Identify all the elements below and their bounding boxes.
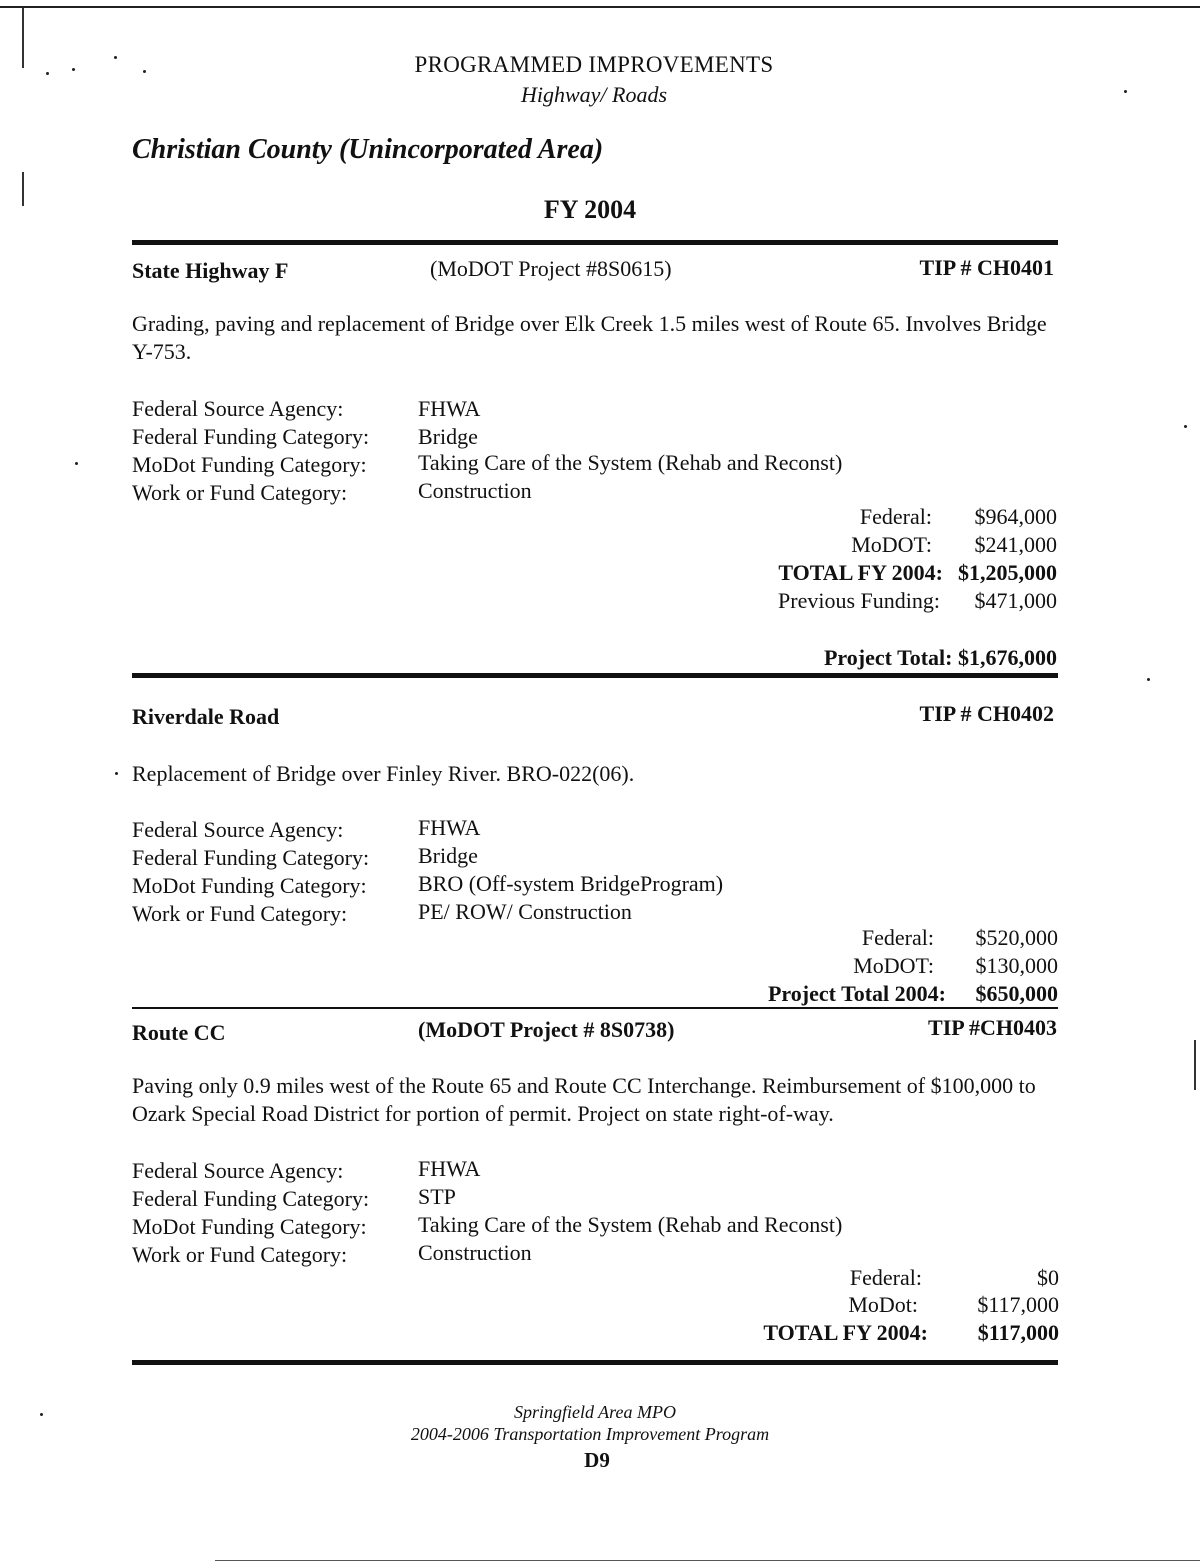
funding-value: $964,000: [974, 504, 1057, 529]
detail-label: Work or Fund Category:: [132, 1242, 348, 1267]
detail-label: MoDot Funding Category:: [132, 873, 367, 898]
funding-total-label: TOTAL FY 2004:: [763, 1320, 928, 1345]
detail-value: PE/ ROW/ Construction: [418, 899, 632, 924]
scan-border-top: [0, 6, 1200, 8]
detail-value: STP: [418, 1184, 456, 1209]
project-total: Project Total: $1,676,000: [823, 645, 1057, 670]
detail-value: Construction: [418, 1240, 532, 1265]
detail-label: MoDot Funding Category:: [132, 1214, 367, 1239]
detail-value: Taking Care of the System (Rehab and Reconst): [418, 1212, 843, 1237]
scan-speck: [1184, 425, 1187, 428]
section-divider: [132, 240, 1058, 245]
project-description: Replacement of Bridge over Finley River. BRO-022(06).: [132, 761, 635, 786]
tip-number: TIP #CH0403: [928, 1015, 1057, 1040]
funding-label: Federal:: [861, 925, 934, 950]
funding-value: $0: [1037, 1265, 1059, 1290]
detail-value: Bridge: [418, 424, 478, 449]
funding-total-label: TOTAL FY 2004:: [778, 560, 943, 585]
detail-label: Federal Funding Category:: [132, 424, 370, 449]
detail-label: Federal Source Agency:: [132, 1158, 344, 1183]
funding-value: $471,000: [974, 588, 1057, 613]
detail-value: Construction: [418, 478, 532, 503]
section-divider: [132, 1007, 1058, 1009]
detail-label: Federal Source Agency:: [132, 817, 344, 842]
detail-value: BRO (Off-system BridgeProgram): [418, 871, 724, 896]
detail-value: Taking Care of the System (Rehab and Reconst): [418, 450, 843, 475]
funding-label: MoDOT:: [853, 953, 934, 978]
funding-total-value: $1,205,000: [958, 560, 1057, 585]
funding-total-label: Project Total 2004:: [767, 981, 946, 1006]
detail-value: FHWA: [418, 815, 481, 840]
funding-value: $520,000: [975, 925, 1058, 950]
county-heading: Christian County (Unincorporated Area): [132, 134, 604, 165]
project-description: Grading, paving and replacement of Bridge over Elk Creek 1.5 miles west of Route 65. Involves Bridge Y-753.: [132, 311, 1047, 364]
detail-label: Federal Funding Category:: [132, 845, 370, 870]
detail-label: Work or Fund Category:: [132, 480, 348, 505]
detail-value: FHWA: [418, 396, 481, 421]
scan-speck: [75, 462, 78, 465]
project-name: Riverdale Road: [132, 704, 280, 729]
scan-speck: [1147, 678, 1150, 681]
page-title: PROGRAMMED IMPROVEMENTS: [414, 52, 774, 77]
funding-label: Federal:: [859, 504, 932, 529]
funding-value: $117,000: [977, 1292, 1059, 1317]
detail-label: MoDot Funding Category:: [132, 452, 367, 477]
modot-project-number: (MoDOT Project # 8S0738): [418, 1017, 675, 1042]
project-description: Paving only 0.9 miles west of the Route 65 and Route CC Interchange. Reimbursement of $100,000 to Ozark Special Road District for portion of permit. Project on state right-of-way.: [132, 1073, 1036, 1126]
funding-label: MoDot:: [848, 1292, 918, 1317]
project-name: Route CC: [132, 1020, 226, 1045]
funding-total-value: $117,000: [977, 1320, 1059, 1345]
footer-organization: Springfield Area MPO: [514, 1402, 676, 1422]
funding-value: $130,000: [975, 953, 1058, 978]
scan-mark-right: [1194, 1040, 1196, 1090]
project-name: State Highway F: [132, 258, 289, 283]
page-subtitle: Highway/ Roads: [520, 82, 668, 107]
detail-value: Bridge: [418, 843, 478, 868]
funding-label: Previous Funding:: [778, 588, 940, 613]
modot-project-number: (MoDOT Project #8S0615): [430, 256, 672, 281]
tip-number: TIP # CH0402: [919, 701, 1054, 726]
detail-label: Federal Source Agency:: [132, 396, 344, 421]
detail-label: Federal Funding Category:: [132, 1186, 370, 1211]
scan-border-bottom: [215, 1560, 1200, 1561]
detail-label: Work or Fund Category:: [132, 901, 348, 926]
section-divider: [132, 673, 1058, 678]
funding-total-value: $650,000: [975, 981, 1058, 1006]
tip-number: TIP # CH0401: [919, 255, 1054, 280]
fiscal-year-heading: FY 2004: [543, 195, 637, 224]
page-number: D9: [584, 1448, 610, 1472]
funding-label: Federal:: [849, 1265, 922, 1290]
scan-speck: [115, 772, 118, 775]
funding-value: $241,000: [974, 532, 1057, 557]
footer-program: 2004-2006 Transportation Improvement Program: [410, 1424, 770, 1444]
detail-value: FHWA: [418, 1156, 481, 1181]
section-divider: [132, 1360, 1058, 1365]
funding-label: MoDOT:: [851, 532, 932, 557]
